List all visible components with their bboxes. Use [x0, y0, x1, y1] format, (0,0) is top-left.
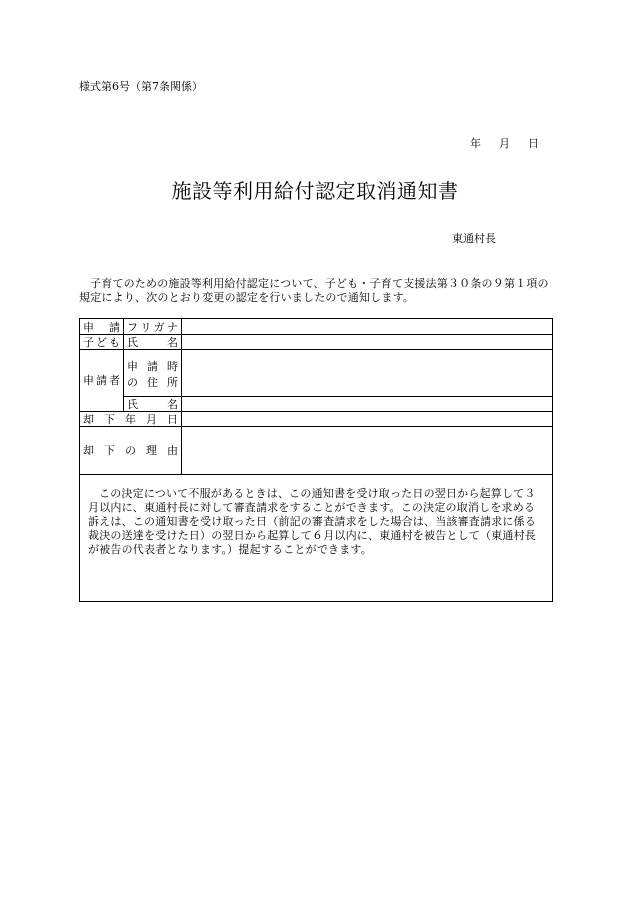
- label-applicant: 申 請 者: [83, 374, 120, 387]
- label-applicant-child-line1: 申 請: [83, 320, 120, 334]
- form-number: 様式第6号（第7条関係）: [79, 80, 203, 93]
- label-applicant-child-line2: 子 ど も: [83, 335, 120, 349]
- intro-paragraph: 子育てのための施設等利用給付認定について、子ども・子育て支援法第３０条の９第１項の規定により、次のとおり変更の認定を行いましたので通知します。: [79, 277, 549, 304]
- label-address-line1: 申 請 時: [127, 359, 178, 373]
- appeal-notice: この決定について不服があるときは、この通知書を受け取った日の翌日から起算して３月以内に、東通村長に対して審査請求をすることができます。この決定の取消しを求める訴えは、この通知書を受け取った日（前記の審査請求をした場合は、当該審査請求に係る裁決の送達を受けた日）の翌日から起算して６月以内に、東通村を被告として（東通村長が被告の代表者となります。）提起することができます。: [88, 487, 536, 556]
- date-line: [470, 137, 539, 151]
- date-year-label: 年: [470, 137, 481, 150]
- label-rejection-date: 却 下 年 月 日: [83, 412, 178, 426]
- label-child-name: 氏 名: [127, 335, 178, 349]
- label-applicant-name: 氏 名: [127, 397, 178, 411]
- date-month-label: 月: [499, 137, 510, 150]
- notice-form-table: [79, 318, 553, 602]
- document-title: 施設等利用給付認定取消通知書: [171, 179, 459, 203]
- date-day-label: 日: [528, 137, 539, 150]
- label-address-line2: の 住 所: [127, 375, 178, 389]
- issuer-name: 東通村長: [452, 232, 496, 245]
- label-rejection-reason: 却 下 の 理 由: [83, 444, 178, 457]
- label-furigana: フ リ ガ ナ: [127, 320, 178, 334]
